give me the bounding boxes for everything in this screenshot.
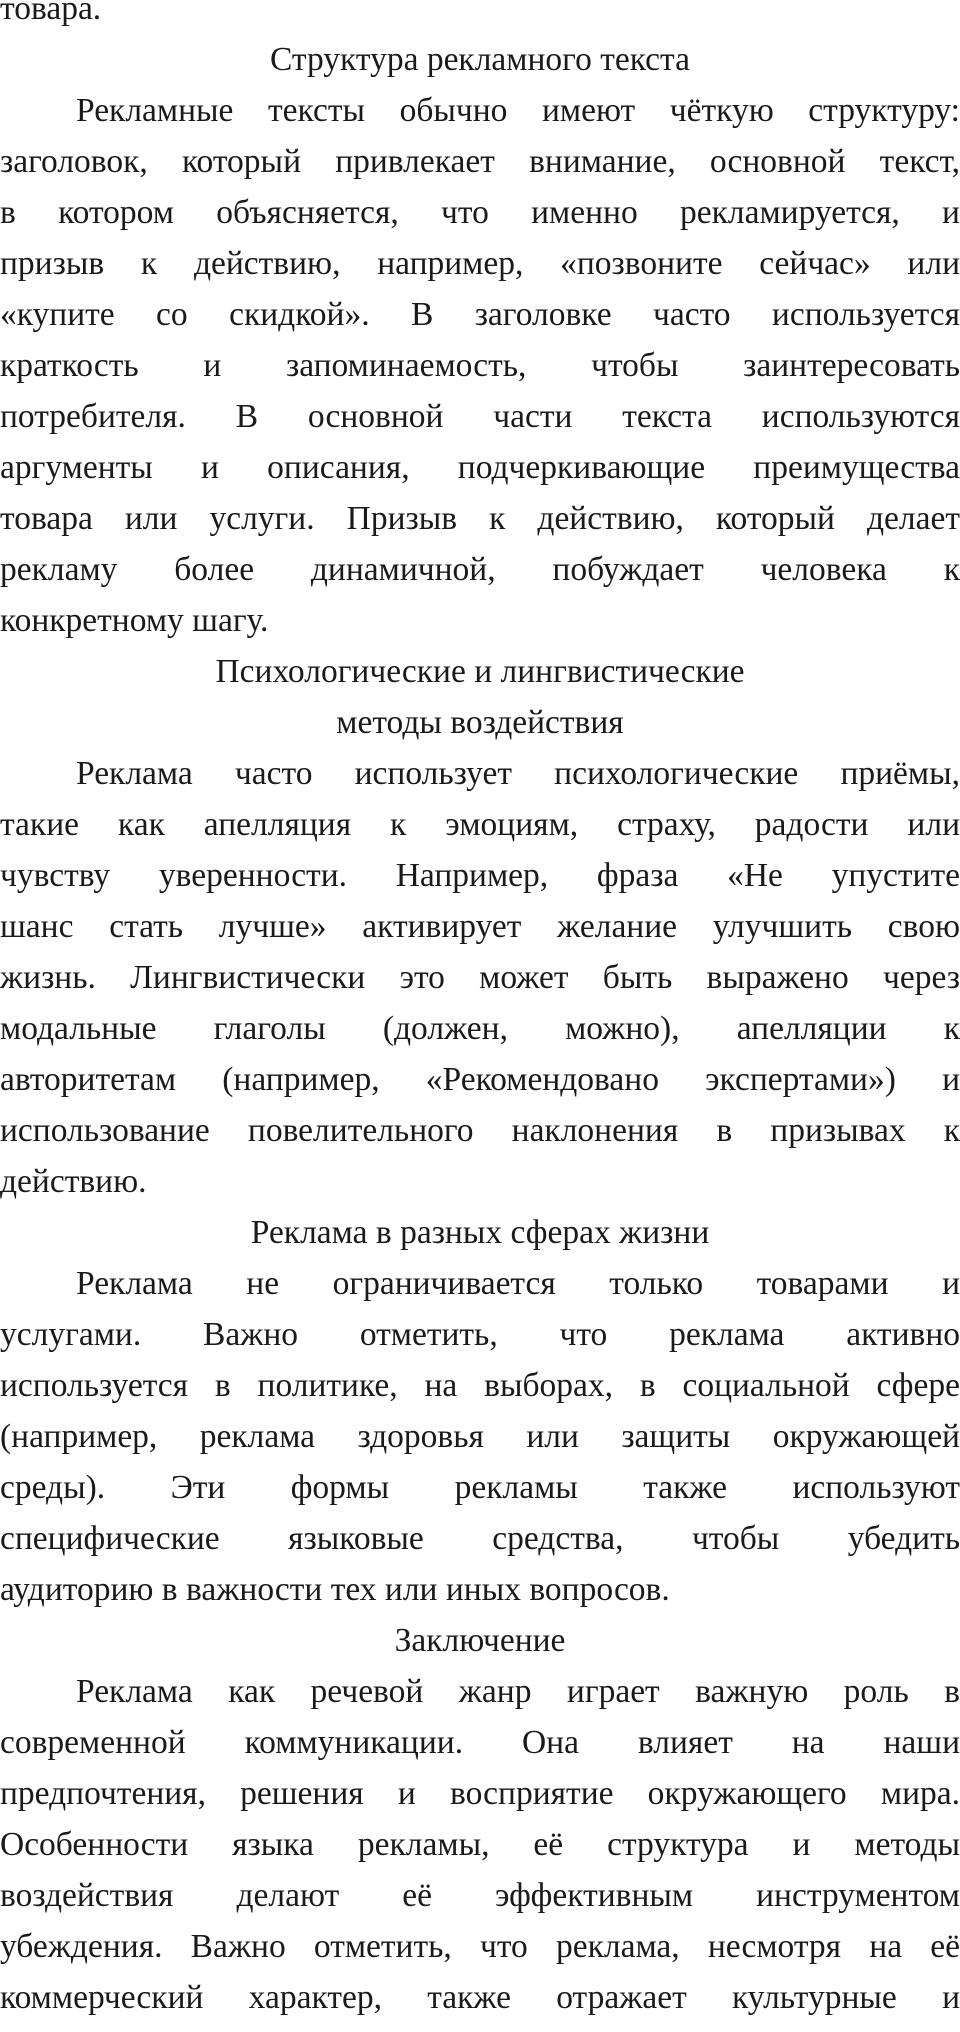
paragraph-line: Реклама не ограничивается только товарами и [76,1265,960,1302]
paragraph-line: используется в политике, на выборах, в социальной сфере [0,1367,960,1404]
paragraph-line: модальные глаголы (должен, можно), апелляции к [0,1010,960,1047]
paragraph-line: заголовок, который привлекает внимание, основной текст, [0,143,960,180]
paragraph-line: современной коммуникации. Она влияет на наши [0,1724,960,1761]
paragraph-line: товара или услуги. Призыв к действию, который делает [0,500,960,537]
paragraph-line: Реклама часто использует психологические приёмы, [76,755,960,792]
section-structure [0,34,960,646]
paragraph-line: среды). Эти формы рекламы также используют [0,1469,960,1506]
paragraph-line: специфические языковые средства, чтобы убедить [0,1520,960,1557]
paragraph-line: рекламу более динамичной, побуждает человека к [0,551,960,588]
paragraph-line: шанс стать лучше» активирует желание улучшить свою [0,908,960,945]
paragraph-line: аудиторию в важности тех или иных вопросов. [0,1571,670,1608]
section-heading: Заключение [394,1622,566,1659]
section-heading: Психологические и лингвистические [215,653,745,690]
paragraph-line: (например, реклама здоровья или защиты окружающей [0,1418,960,1455]
paragraph-line: воздействия делают её эффективным инструментом [0,1877,960,1914]
paragraph-line: Особенности языка рекламы, её структура и методы [0,1826,960,1863]
section-heading: Структура рекламного текста [270,41,690,78]
section-methods [0,646,960,1207]
paragraph-line: чувству уверенности. Например, фраза «Не упустите [0,857,960,894]
paragraph-line: краткость и запоминаемость, чтобы заинтересовать [0,347,960,384]
paragraph-line: «купите со скидкой». В заголовке часто используется [0,296,960,333]
paragraph-line: Реклама как речевой жанр играет важную роль в [76,1673,960,1710]
paragraph-line: такие как апелляция к эмоциям, страху, радости или [0,806,960,843]
section-conclusion [0,1615,960,2023]
paragraph-line: авторитетам (например, «Рекомендовано экспертами») и [0,1061,960,1098]
paragraph-line: призыв к действию, например, «позвоните сейчас» или [0,245,960,282]
section-heading: методы воздействия [336,704,624,741]
paragraph-line: предпочтения, решения и восприятие окружающего мира. [0,1775,960,1812]
paragraph-line: убеждения. Важно отметить, что реклама, несмотря на её [0,1928,960,1965]
paragraph-line: использование повелительного наклонения в призывах к [0,1112,960,1149]
paragraph-line: Рекламные тексты обычно имеют чёткую структуру: [76,92,960,129]
paragraph-line: коммерческий характер, также отражает культурные и [0,1979,960,2016]
lead-in-line: товара. [0,0,102,27]
paragraph-line: жизнь. Лингвистически это может быть выражено через [0,959,960,996]
paragraph-line: услугами. Важно отметить, что реклама активно [0,1316,960,1353]
paragraph-line: действию. [0,1163,147,1200]
paragraph-line: потребителя. В основной части текста используются [0,398,960,435]
section-heading: Реклама в разных сферах жизни [250,1214,710,1251]
section-spheres [0,1207,960,1615]
paragraph-line: в котором объясняется, что именно рекламируется, и [0,194,960,231]
paragraph-line: конкретному шагу. [0,602,269,639]
paragraph-line: аргументы и описания, подчеркивающие преимущества [0,449,960,486]
